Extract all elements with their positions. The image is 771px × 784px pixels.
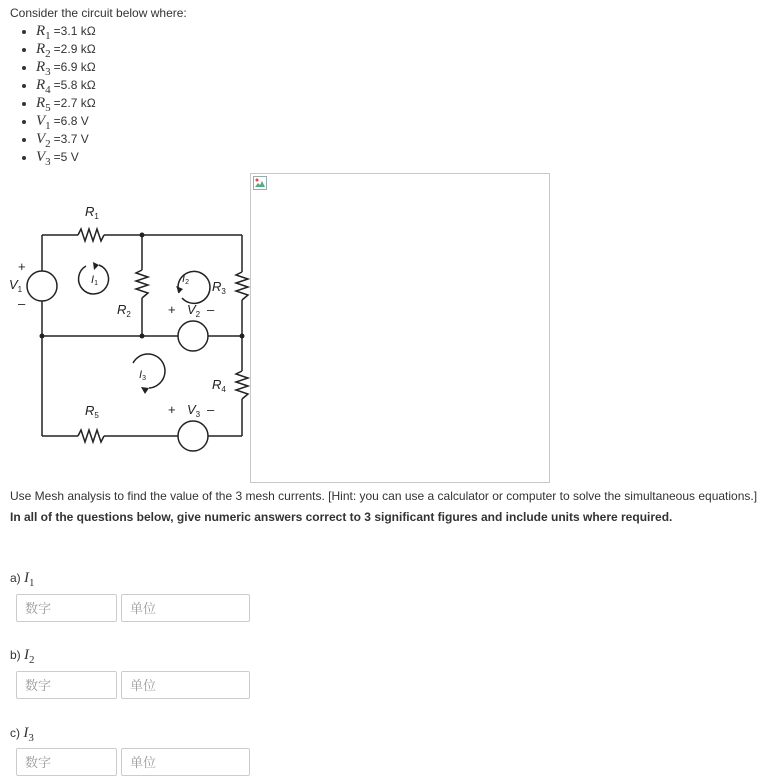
resistor-r4 — [236, 371, 248, 399]
arrow-head-i2 — [176, 286, 183, 293]
label-r4: $R_4$ — [212, 377, 226, 394]
source-v3 — [178, 421, 208, 451]
source-v2 — [178, 321, 208, 351]
answer-b-unit-input[interactable] — [121, 671, 250, 699]
v1-plus-sign: + — [18, 259, 26, 274]
circuit-diagram — [0, 195, 260, 455]
question-c-label: c) I3 — [10, 725, 34, 744]
answer-c-unit-input[interactable] — [121, 748, 250, 776]
answer-a-number-input[interactable] — [16, 594, 117, 622]
arrow-head-i3 — [141, 387, 149, 394]
label-r2: $R_2$ — [117, 302, 131, 319]
param-v3: • V3 =5 V — [36, 148, 96, 166]
param-v1: • V1 =6.8 V — [36, 112, 96, 130]
param-r1: • R1 =3.1 kΩ — [36, 22, 96, 40]
param-r3: • R3 =6.9 kΩ — [36, 58, 96, 76]
answer-b-number-input[interactable] — [16, 671, 117, 699]
label-i3: I3 — [139, 369, 146, 382]
mesh-arrow-i3 — [133, 354, 165, 388]
param-r4: • R4 =5.8 kΩ — [36, 76, 96, 94]
v3-plus-sign: + — [168, 402, 176, 417]
image-placeholder — [250, 173, 550, 483]
param-r5: • R5 =2.7 kΩ — [36, 94, 96, 112]
resistor-r2 — [136, 270, 148, 298]
param-r2: • R2 =2.9 kΩ — [36, 40, 96, 58]
v2-plus-sign: + — [168, 302, 176, 317]
question-b-label: b) I2 — [10, 647, 35, 666]
node-left-middle — [40, 334, 45, 339]
arrow-head-i1 — [93, 262, 99, 270]
label-i1: I1 — [91, 274, 98, 287]
source-v1 — [27, 271, 57, 301]
v1-minus-sign: – — [18, 296, 26, 311]
label-r1: $R_1$ — [85, 204, 99, 221]
resistor-r1 — [78, 229, 104, 241]
label-r3: $R_3$ — [212, 279, 226, 296]
label-r5: $R_5$ — [85, 403, 99, 420]
intro-text: Consider the circuit below where: — [10, 6, 187, 20]
answer-a-unit-input[interactable] — [121, 594, 250, 622]
resistor-r3 — [236, 272, 248, 300]
node-right-middle — [240, 334, 245, 339]
answer-c-number-input[interactable] — [16, 748, 117, 776]
node-top-center — [140, 233, 145, 238]
resistor-r5 — [78, 430, 104, 442]
label-v2: $V_2$ — [187, 302, 201, 319]
v2-minus-sign: – — [207, 302, 215, 317]
parameter-list — [14, 22, 96, 166]
broken-image-icon — [253, 176, 267, 190]
question-a-label: a) I1 — [10, 570, 35, 589]
v3-minus-sign: – — [207, 402, 215, 417]
param-v2: • V2 =3.7 V — [36, 130, 96, 148]
instruction-text: Use Mesh analysis to find the value of the 3 mesh currents. [Hint: you can use a calculator or computer to solve the simultaneous equations.] — [10, 489, 758, 503]
label-v3: $V_3$ — [187, 402, 201, 419]
node-center-middle — [140, 334, 145, 339]
label-i2: I2 — [182, 273, 189, 286]
label-v1: $V_1$ — [9, 277, 23, 294]
instruction-bold-text: In all of the questions below, give numeric answers correct to 3 significant figures and include units where required. — [10, 510, 673, 524]
